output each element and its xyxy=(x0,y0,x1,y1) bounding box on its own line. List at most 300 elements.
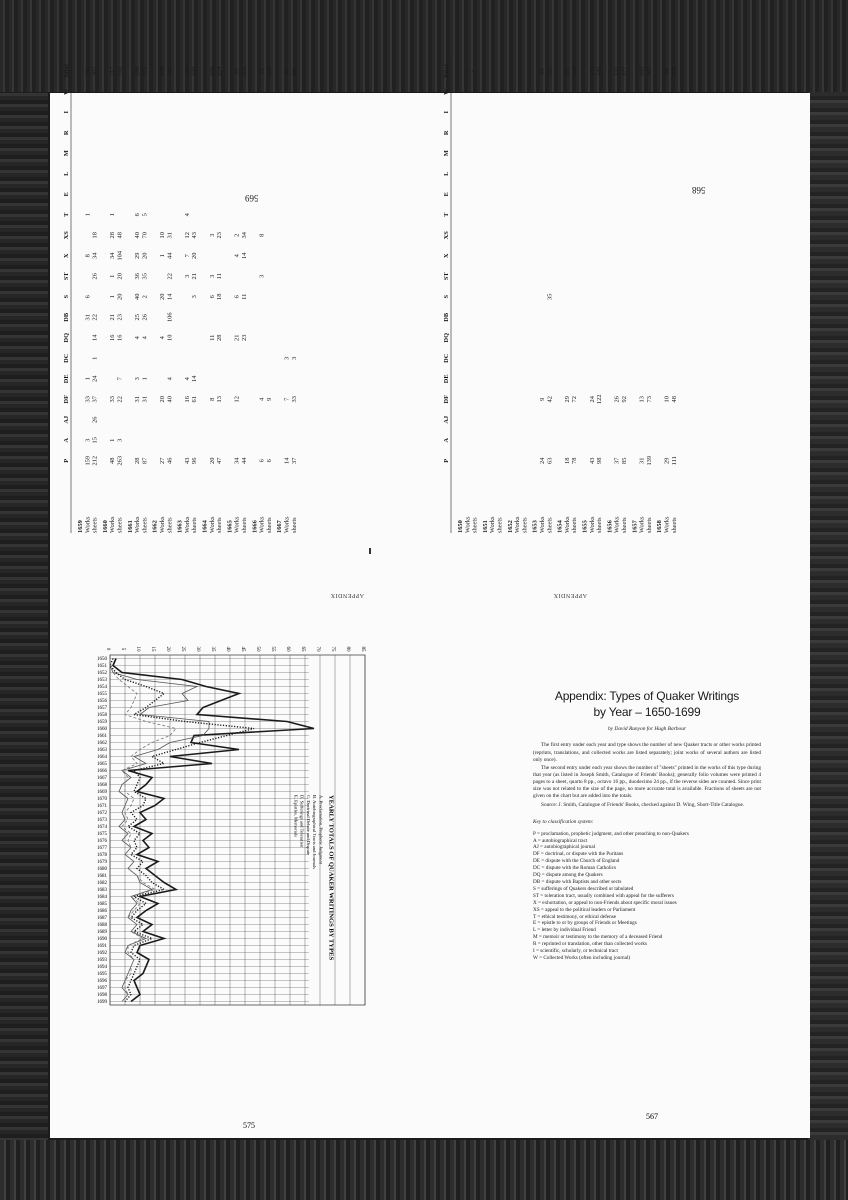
key-entry: A = autobiographical tract xyxy=(533,837,588,844)
row-label: sheets xyxy=(521,517,529,533)
column-header: T xyxy=(63,212,70,217)
table-cell: 22 xyxy=(116,396,124,403)
tick-label: 80 xyxy=(345,646,350,652)
table-cell: 34 xyxy=(233,457,241,464)
column-header: Total xyxy=(443,64,450,79)
table-cell: 1 xyxy=(84,377,92,381)
table-cell: 411 xyxy=(166,66,174,76)
table-cell: 13 xyxy=(638,396,646,403)
tick-label: 1657 xyxy=(97,706,107,712)
year-label: 1655 xyxy=(581,520,589,533)
table-cell: 73 xyxy=(645,396,653,403)
right_table-svg xyxy=(430,64,810,633)
tick-label: 85 xyxy=(360,646,365,652)
row-label: Works xyxy=(109,516,117,533)
table-cell: 63 xyxy=(546,457,554,464)
table-cell: 258 xyxy=(670,66,678,77)
table-cell: 397 xyxy=(645,66,653,77)
table-cell: 2 xyxy=(84,90,92,94)
tick-label: 1668 xyxy=(97,783,107,789)
tick-label: 70 xyxy=(315,646,320,652)
table-cell: 168 xyxy=(159,66,166,77)
table-cell: 1 xyxy=(91,356,99,360)
year-label: 1657 xyxy=(631,520,639,533)
row-label: Works xyxy=(588,516,596,533)
legend-entry xyxy=(306,795,311,855)
row-label: sheets xyxy=(216,517,224,533)
table-cell: 44 xyxy=(166,252,174,259)
table-cell: 99 xyxy=(233,68,241,75)
table-cell: 22 xyxy=(166,273,174,280)
key-entry: DC = dispute with the Roman Catholics xyxy=(533,865,617,872)
table-cell: 7 xyxy=(116,377,124,381)
column-header: E xyxy=(63,192,70,197)
table-cell: 33 xyxy=(290,396,298,403)
year-label: 1652 xyxy=(506,520,514,533)
tick-label: 1679 xyxy=(97,860,107,866)
table-cell: 18 xyxy=(563,457,571,464)
table-cell: 26 xyxy=(91,416,99,423)
tick-label: 1670 xyxy=(97,797,107,803)
column-header: DF xyxy=(63,394,70,404)
tick-label: 1664 xyxy=(97,755,107,761)
table-cell: 70 xyxy=(141,232,149,239)
table-cell: 104 xyxy=(116,250,124,261)
table-cell: 34 xyxy=(109,252,117,259)
table-cell: 11 xyxy=(216,273,224,280)
row-label: Works xyxy=(134,516,142,533)
tick-label: 5 xyxy=(120,647,125,651)
row-label: sheets xyxy=(546,517,554,533)
table-cell: 35 xyxy=(546,293,554,300)
tick-label: 1694 xyxy=(97,965,107,971)
table-cell: 72 xyxy=(571,396,579,403)
table-cell: 14 xyxy=(166,293,174,300)
table-cell: 20 xyxy=(208,457,216,464)
column-header: DQ xyxy=(63,332,70,343)
legend-entry xyxy=(312,795,317,869)
column-header: ST xyxy=(443,272,450,281)
row-label: sheets xyxy=(166,517,174,533)
table-cell: 28 xyxy=(109,232,117,239)
table-cell: 180 xyxy=(134,66,142,77)
tick-label: 1658 xyxy=(97,713,107,719)
legend-label: Autobiographical Tracts and Journals xyxy=(312,800,318,869)
table-cell: 33 xyxy=(84,396,92,403)
table-cell: 9 xyxy=(539,397,546,401)
table-cell: 23 xyxy=(216,232,224,239)
table-cell: 48 xyxy=(670,396,678,403)
table-cell: 23 xyxy=(116,314,124,321)
table-cell: 14 xyxy=(91,334,99,341)
column-header: XS xyxy=(443,231,450,240)
key-entry: DE = dispute with the Church of England xyxy=(533,858,620,865)
table-cell: 3 xyxy=(191,295,199,299)
table-cell: 161 xyxy=(546,66,554,77)
table-cell: 20 xyxy=(191,252,199,259)
chart-page-575 xyxy=(72,641,402,1021)
appendix-byline: by David Runyon for Hugh Barbour xyxy=(607,726,686,733)
table-cell: 1 xyxy=(159,254,166,258)
table-cell: 44 xyxy=(241,457,248,464)
scan-speck xyxy=(369,548,371,554)
key-entry: S = sufferings of Quakers described or tabulated xyxy=(533,885,634,892)
tick-label: 1671 xyxy=(97,804,107,810)
table-cell: 4 xyxy=(183,377,191,381)
table-cell: 429 xyxy=(191,66,199,77)
tick-label: 1654 xyxy=(97,685,107,691)
column-header: E xyxy=(443,192,450,197)
table-cell: 6 xyxy=(208,295,216,299)
table-cell: 21 xyxy=(109,314,117,321)
tick-label: 1653 xyxy=(97,678,107,684)
table-cell: 10 xyxy=(663,396,671,403)
row-label: Works xyxy=(159,516,166,533)
key-entry: DB = dispute with Baptists and other sects xyxy=(533,878,622,885)
table-cell: 37 xyxy=(290,457,298,464)
year-label: 1659 xyxy=(77,520,84,533)
year-label: 1661 xyxy=(126,520,134,533)
table-cell: 7 xyxy=(283,397,291,401)
legend-letter: C. xyxy=(305,795,311,801)
tick-label: 1676 xyxy=(97,839,107,845)
table-cell: 8 xyxy=(84,254,92,258)
table-cell: 9 xyxy=(265,397,273,401)
table-cell: 42 xyxy=(546,396,554,403)
table-cell: 98 xyxy=(596,457,604,464)
table-cell: 1 xyxy=(141,377,149,381)
table-cell: 149 xyxy=(183,66,191,77)
table-cell: 407 xyxy=(91,66,99,77)
year-label: 1650 xyxy=(457,520,464,533)
table-cell: 10 xyxy=(166,334,174,341)
table-cell: 6 xyxy=(265,459,273,463)
page-number-575: 575 xyxy=(243,1121,255,1130)
table-cell: 14 xyxy=(191,375,199,382)
appendix-key-list xyxy=(533,831,761,962)
table-cell: 34 xyxy=(241,232,248,239)
table-cell: 31 xyxy=(84,314,92,321)
table-cell: 210 xyxy=(84,66,92,77)
table-page-568 xyxy=(430,64,810,633)
key-entry: T = ethical testimony, or ethical defense xyxy=(533,913,617,920)
table-cell: 46 xyxy=(166,457,174,464)
table-cell: 2 xyxy=(141,295,149,299)
year-label: 1653 xyxy=(531,520,539,533)
scan-border-top xyxy=(0,0,848,92)
year-label: 1667 xyxy=(276,520,284,533)
tick-label: 25 xyxy=(180,646,185,652)
table-cell: 98 xyxy=(663,68,671,75)
tick-label: 60 xyxy=(285,646,290,652)
table-cell: 224 xyxy=(571,66,579,77)
key-entry: W = Collected Works (often including journal) xyxy=(533,954,631,961)
row-label: Works xyxy=(613,516,621,533)
year-label: 1658 xyxy=(656,520,664,533)
tick-label: 1690 xyxy=(97,937,107,943)
column-header: R xyxy=(443,130,450,136)
table-cell: 43 xyxy=(191,232,199,239)
column-header: I xyxy=(443,111,450,114)
table-cell: 35 xyxy=(141,273,149,280)
column-header: P xyxy=(63,458,70,463)
appendix-source: Source: J. Smith, Catalogue of Friends' Books, checked against D. Wing, Short-Title Catalogue. xyxy=(541,801,745,808)
table-cell: 4 xyxy=(159,336,166,340)
row-label: sheets xyxy=(91,517,99,533)
tick-label: 1660 xyxy=(97,727,107,733)
table-cell: 34 xyxy=(91,252,99,259)
legend-letter: A. xyxy=(318,795,324,801)
table-cell: 29 xyxy=(663,457,671,464)
table-cell: 1 xyxy=(109,213,117,217)
table-cell: 20 xyxy=(116,293,124,300)
table-cell: 122 xyxy=(596,394,604,405)
column-header: DC xyxy=(443,353,450,363)
tick-label: 1685 xyxy=(97,902,107,908)
table-cell: 2 xyxy=(233,233,241,237)
table-cell: 40 xyxy=(166,396,174,403)
row-label: Works xyxy=(84,516,92,533)
column-header: X xyxy=(443,253,450,259)
row-label: Works xyxy=(208,516,216,533)
table-cell: 20 xyxy=(116,273,124,280)
table-cell: 1 xyxy=(109,274,117,278)
tick-label: 45 xyxy=(240,646,245,652)
table-cell: 111 xyxy=(670,456,678,466)
row-label: sheets xyxy=(141,517,149,533)
column-header: A xyxy=(63,437,70,443)
table-cell: 106 xyxy=(208,66,216,77)
key-entry: ST = toleration tract, usually combined with appeal for the sufferers xyxy=(533,892,674,899)
row-label: sheets xyxy=(116,517,124,533)
table-cell: 23 xyxy=(241,334,248,341)
appendix-paragraph-2: The second entry under each year shows the number of "sheets" printed in the works of this type during that year (as listed in Joseph Smith, Catalogue of Friends' Books); generally folio volumes were printed 4 pages to a sheet, quarto 8 pp., octavo 16 pp., duodecimo 24 pp., if the reverse sides are counted. Since print size was not related to the size of the page, no more accurate total is available. Fractions of sheets are not given on the chart but are added into the totals. xyxy=(533,764,761,800)
table-cell: 742 xyxy=(116,66,124,77)
appendix-title xyxy=(533,688,761,720)
table-cell: 96 xyxy=(191,457,199,464)
column-header: ST xyxy=(63,272,70,281)
key-entry: XS = appeal to the political leaders or Parliament xyxy=(533,906,636,913)
table-cell: 5 xyxy=(141,213,149,217)
column-header: R xyxy=(63,130,70,136)
row-label: Works xyxy=(233,516,241,533)
year-label: 1651 xyxy=(481,520,489,533)
table-cell: 224 xyxy=(216,66,224,77)
row-label: Works xyxy=(663,516,671,533)
chart-title: YEARLY TOTALS OF QUAKER WRITINGS BY TYPES xyxy=(327,795,335,961)
row-label: sheets xyxy=(290,517,298,533)
table-cell: 345 xyxy=(596,66,604,77)
year-label: 1654 xyxy=(556,520,564,533)
tick-label: 30 xyxy=(195,646,200,652)
scan-border-left xyxy=(0,92,48,1200)
year-label: 1664 xyxy=(201,520,209,533)
table-cell: 10 xyxy=(159,232,166,239)
table-cell: 29 xyxy=(563,396,571,403)
table-cell: 139 xyxy=(645,455,653,466)
row-label: sheets xyxy=(471,517,479,533)
table-cell: 6 xyxy=(134,213,142,217)
table-cell: 31 xyxy=(134,396,142,403)
key-entry: P = proclamation, prophetic judgment, and other preaching to non-Quakers xyxy=(533,830,689,837)
row-label: sheets xyxy=(265,517,273,533)
table-cell: 28 xyxy=(216,334,224,341)
tick-label: 1665 xyxy=(97,762,107,768)
tick-label: 1661 xyxy=(97,734,107,740)
page-number-567: 567 xyxy=(646,1112,658,1121)
tick-label: 1691 xyxy=(97,944,107,950)
table-cell: 1 xyxy=(109,438,117,442)
row-label: Works xyxy=(539,516,546,533)
table-cell: 28 xyxy=(134,457,142,464)
table-cell: 29 xyxy=(134,252,142,259)
table-cell: 4 xyxy=(183,213,191,217)
key-entry: X = exhortation, or appeal to non-Friends about specific moral issues xyxy=(533,899,677,906)
tick-label: 65 xyxy=(300,646,305,652)
legend-letter: E. xyxy=(293,795,299,801)
table-cell: 3 xyxy=(116,438,124,442)
table-page-569 xyxy=(50,64,430,633)
tick-label: 1667 xyxy=(97,776,107,782)
appendix-paragraph-1: The first entry under each year and type shows the number of new Quaker tracts or other works printed (reprints, translations, and collected works are listed separately; joint works of several authors are listed only once). xyxy=(533,742,761,763)
key-entry: M = memoir or testimony to the memory of a deceased Friend xyxy=(533,934,663,941)
table-cell: 108 xyxy=(265,66,273,77)
scanned-sheet xyxy=(50,64,810,1138)
table-cell: 135 xyxy=(588,66,596,77)
tick-label: 1675 xyxy=(97,832,107,838)
appendix-title-line1: Appendix: Types of Quaker Writings xyxy=(554,689,740,703)
table-cell: 3 xyxy=(134,377,142,381)
running-head-569: APPENDIX xyxy=(330,592,364,598)
tick-label: 1672 xyxy=(97,811,107,817)
tick-label: 1683 xyxy=(97,888,107,894)
tick-label: 1688 xyxy=(97,923,107,929)
table-cell: 1 xyxy=(84,213,92,217)
table-cell: 3 xyxy=(84,438,92,442)
tick-label: 1651 xyxy=(97,664,107,670)
table-cell: 7 xyxy=(464,69,472,73)
table-cell: 45 xyxy=(283,68,291,75)
table-cell: 20 xyxy=(159,396,166,403)
table-cell: 40 xyxy=(134,232,142,239)
table-cell: 2 xyxy=(91,90,99,94)
table-cell: 37 xyxy=(613,457,621,464)
table-cell: 31 xyxy=(638,457,646,464)
table-cell: 4 xyxy=(134,336,142,340)
column-header: Total xyxy=(63,64,70,79)
tick-label: 1652 xyxy=(97,671,107,677)
table-cell: 11 xyxy=(208,334,216,341)
key-entry: DQ = dispute among the Quakers xyxy=(533,872,603,879)
column-header: X xyxy=(63,253,70,259)
column-header: P xyxy=(443,458,450,463)
row-label: sheets xyxy=(571,517,579,533)
legend-letter: B. xyxy=(312,795,318,801)
tick-label: 1698 xyxy=(97,993,107,999)
row-label: sheets xyxy=(670,517,678,533)
table-cell: 8 xyxy=(258,233,266,237)
column-header: W xyxy=(443,88,450,95)
column-header: DB xyxy=(63,312,70,322)
row-label: sheets xyxy=(496,517,504,533)
year-label: 1662 xyxy=(151,520,159,533)
table-cell: 43 xyxy=(588,457,596,464)
legend-entry xyxy=(293,795,299,837)
tick-label: 1656 xyxy=(97,699,107,705)
table-cell: 14 xyxy=(283,457,291,464)
tick-label: 20 xyxy=(165,646,170,652)
table-cell: 16 xyxy=(109,334,117,341)
tick-label: 1696 xyxy=(97,979,107,985)
table-cell: 181 xyxy=(290,66,298,77)
table-cell: 21 xyxy=(191,273,199,280)
year-label: 1665 xyxy=(226,520,234,533)
tick-label: 1689 xyxy=(97,930,107,936)
row-label: Works xyxy=(464,516,472,533)
column-header: DQ xyxy=(443,332,450,343)
tick-label: 1674 xyxy=(97,825,107,831)
table-cell: 4 xyxy=(166,377,174,381)
left_table-svg xyxy=(50,64,430,633)
table-cell: 87 xyxy=(141,457,149,464)
row-label: Works xyxy=(258,516,266,533)
table-cell: 40 xyxy=(134,293,142,300)
table-cell: 33 xyxy=(539,68,546,75)
table-cell: 78 xyxy=(571,457,579,464)
column-header: S xyxy=(63,294,70,299)
column-header: L xyxy=(443,171,450,176)
table-cell: 24 xyxy=(91,375,99,382)
table-cell: 31 xyxy=(166,232,174,239)
table-cell: 18 xyxy=(91,232,99,239)
table-cell: 18 xyxy=(216,293,224,300)
table-cell: 83 xyxy=(563,68,571,75)
tick-label: 50 xyxy=(255,646,260,652)
column-header: DE xyxy=(443,374,450,384)
table-cell: 16 xyxy=(116,334,124,341)
tick-label: 1684 xyxy=(97,895,107,901)
table-cell: 26 xyxy=(91,273,99,280)
table-cell: 61 xyxy=(191,396,199,403)
table-cell: 106 xyxy=(166,312,174,323)
row-label: Works xyxy=(183,516,191,533)
tick-label: 1686 xyxy=(97,909,107,915)
table-cell: 3 xyxy=(183,274,191,278)
tick-label: 1693 xyxy=(97,958,107,964)
table-cell: 377 xyxy=(621,66,628,77)
tick-label: 1655 xyxy=(97,692,107,698)
table-cell: 15 xyxy=(91,437,99,444)
column-header: S xyxy=(443,294,450,299)
tick-label: 1669 xyxy=(97,790,107,796)
key-entry: R = reprinted or translation, other than collected works xyxy=(533,941,647,948)
page-number-568: 568 xyxy=(692,185,706,195)
tick-label: 55 xyxy=(270,646,275,652)
table-cell: 3 xyxy=(258,274,266,278)
table-cell: 48 xyxy=(116,232,124,239)
column-header: XS xyxy=(63,231,70,240)
key-entry: L = letter by individual Friend xyxy=(533,927,596,934)
table-cell: 27 xyxy=(159,457,166,464)
table-cell: 16 xyxy=(183,396,191,403)
tick-label: 1650 xyxy=(97,657,107,663)
table-cell: 212 xyxy=(91,455,99,466)
table-cell: 37 xyxy=(91,396,99,403)
year-label: 1660 xyxy=(101,520,109,533)
table-cell: 4 xyxy=(141,336,149,340)
row-label: Works xyxy=(638,516,646,533)
column-header: AJ xyxy=(63,415,70,424)
